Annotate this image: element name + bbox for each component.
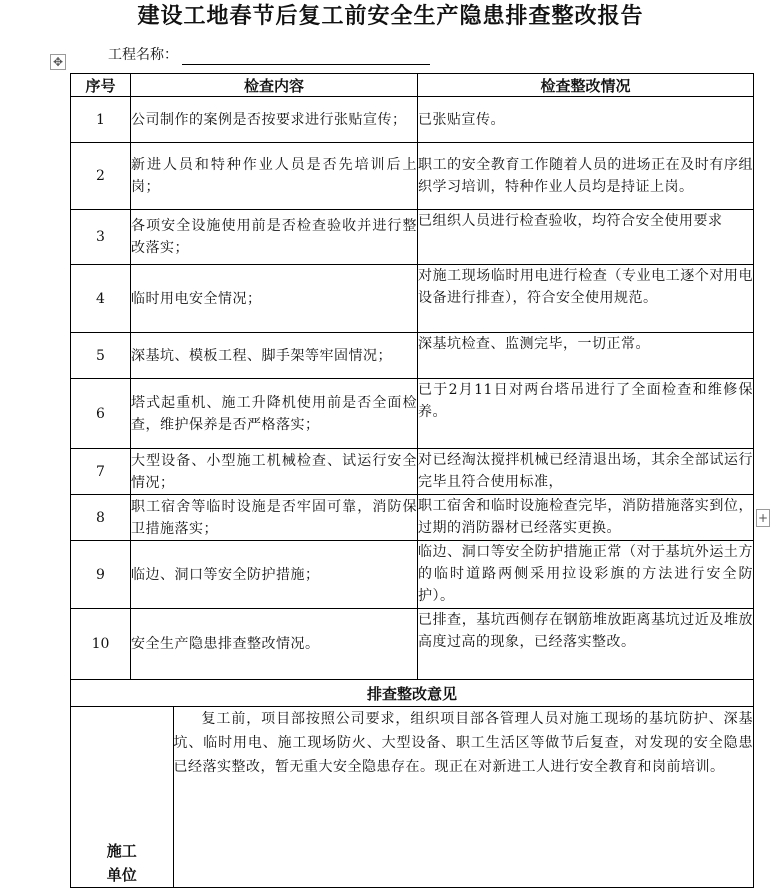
row-content: 公司制作的案例是否按要求进行张贴宣传；	[131, 97, 418, 143]
add-column-plus-icon[interactable]: +	[757, 511, 769, 525]
row-status: 对施工现场临时用电进行检查（专业电工逐个对用电设备进行排查），符合安全使用规范。	[418, 265, 754, 333]
unit-label-line-1: 施工	[106, 842, 137, 860]
row-content: 各项安全设施使用前是否检查验收并进行整改落实；	[131, 210, 418, 265]
header-content: 检查内容	[131, 74, 418, 97]
table-row	[71, 495, 754, 541]
opinion-title: 排查整改意见	[71, 680, 754, 707]
row-content: 深基坑、模板工程、脚手架等牢固情况；	[131, 333, 418, 379]
table-row	[71, 265, 754, 333]
table-row	[71, 143, 754, 210]
row-content: 临时用电安全情况；	[131, 265, 418, 333]
opinion-text: 复工前，项目部按照公司要求，组织项目部各管理人员对施工现场的基坑防护、深基坑、临时用电、施工现场防火、大型设备、职工生活区等做节后复查，对发现的安全隐患已经落实整改，暂无重大安全隐患存在。现正在对新进工人进行安全教育和岗前培训。	[173, 711, 753, 775]
construction-unit-label	[71, 707, 173, 887]
table-move-handle-icon[interactable]: ✥	[50, 54, 66, 70]
table-row	[71, 379, 754, 449]
row-seq: 1	[71, 97, 131, 143]
row-content: 大型设备、小型施工机械检查、试运行安全情况；	[131, 449, 418, 495]
row-content: 新进人员和特种作业人员是否先培训后上岗；	[131, 143, 418, 210]
row-status: 已张贴宣传。	[418, 97, 754, 143]
table-row	[71, 541, 754, 609]
opinion-cell	[71, 707, 754, 888]
row-seq: 7	[71, 449, 131, 495]
unit-label-line-2: 单位	[106, 866, 137, 884]
row-seq: 6	[71, 379, 131, 449]
row-status: 深基坑检查、监测完毕，一切正常。	[418, 333, 754, 379]
row-seq: 2	[71, 143, 131, 210]
report-title: 建设工地春节后复工前安全生产隐患排查整改报告	[137, 4, 644, 29]
table-header-row	[71, 74, 754, 97]
row-status: 对已经淘汰搅拌机械已经清退出场，其余全部试运行完毕且符合使用标准，	[418, 449, 754, 495]
row-content: 临边、洞口等安全防护措施；	[131, 541, 418, 609]
row-seq: 4	[71, 265, 131, 333]
opinion-inner-table	[71, 707, 753, 887]
row-content: 塔式起重机、施工升降机使用前是否全面检查，维护保养是否严格落实；	[131, 379, 418, 449]
row-seq: 8	[71, 495, 131, 541]
row-seq: 10	[71, 609, 131, 680]
row-seq: 9	[71, 541, 131, 609]
row-status: 职工宿舍和临时设施检查完毕，消防措施落实到位，过期的消防器材已经落实更换。	[418, 495, 754, 541]
table-row	[71, 333, 754, 379]
row-seq: 5	[71, 333, 131, 379]
row-status: 职工的安全教育工作随着人员的进场正在及时有序组织学习培训，特种作业人员均是持证上岗。	[418, 143, 754, 210]
table-row	[71, 97, 754, 143]
header-status: 检查整改情况	[418, 74, 754, 97]
row-seq: 3	[71, 210, 131, 265]
header-seq: 序号	[71, 74, 131, 97]
row-status: 已排查，基坑西侧存在钢筋堆放距离基坑过近及堆放高度过高的现象，已经落实整改。	[418, 609, 754, 680]
row-content: 安全生产隐患排查整改情况。	[131, 609, 418, 680]
table-row	[71, 210, 754, 265]
project-name-blank[interactable]	[182, 47, 430, 65]
opinion-row	[71, 707, 754, 888]
opinion-title-row	[71, 680, 754, 707]
row-status: 已于2月11日对两台塔吊进行了全面检查和维修保养。	[418, 379, 754, 449]
inspection-table	[70, 73, 754, 888]
row-status: 已组织人员进行检查验收，均符合安全使用要求	[418, 210, 754, 265]
project-name-field	[108, 45, 430, 65]
row-content: 职工宿舍等临时设施是否牢固可靠，消防保卫措施落实；	[131, 495, 418, 541]
table-row	[71, 609, 754, 680]
project-name-label: 工程名称：	[108, 47, 178, 63]
row-status: 临边、洞口等安全防护措施正常（对于基坑外运土方的临时道路两侧采用拉设彩旗的方法进行安全防护）。	[418, 541, 754, 609]
table-row	[71, 449, 754, 495]
